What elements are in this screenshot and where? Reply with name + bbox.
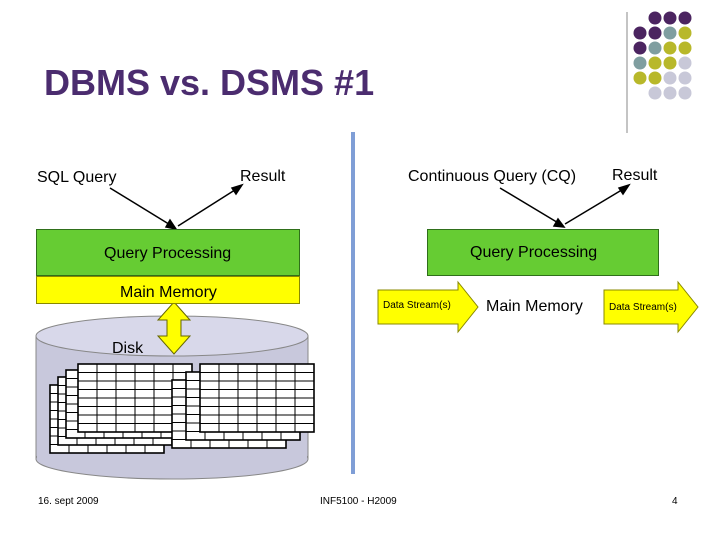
slide-title: DBMS vs. DSMS #1 (44, 62, 375, 103)
arrow-sql-to-qp (110, 188, 172, 226)
dsms-main-memory-label: Main Memory (486, 298, 583, 315)
arrow-qp-to-result (178, 188, 238, 226)
decor-dot (649, 72, 662, 85)
decor-dot (634, 72, 647, 85)
data-stream-out-label: Data Stream(s) (609, 302, 677, 313)
dbms-result-label: Result (240, 168, 286, 185)
decor-dot (649, 87, 662, 100)
decorative-dot-grid (634, 12, 692, 100)
dbms-query-processing-label: Query Processing (104, 245, 232, 262)
decor-dot (679, 72, 692, 85)
decor-dot (664, 42, 677, 55)
decor-dot (679, 42, 692, 55)
decor-dot (679, 27, 692, 40)
decor-dot (664, 87, 677, 100)
decor-dot (649, 42, 662, 55)
dsms-query-processing-label: Query Processing (470, 244, 598, 261)
sql-query-label: SQL Query (37, 169, 117, 186)
disk-table (200, 364, 314, 432)
arrow-cq-to-qp (500, 188, 560, 224)
decor-dot (679, 12, 692, 25)
arrowhead-sql (166, 220, 176, 229)
arrowhead-cq-result (619, 185, 629, 194)
data-stream-in-label: Data Stream(s) (383, 300, 451, 311)
arrowhead-cq (554, 219, 564, 227)
footer-date: 16. sept 2009 (38, 496, 99, 507)
decor-dot (649, 57, 662, 70)
decor-dot (664, 27, 677, 40)
arrowhead-result (232, 185, 242, 194)
decor-dot (679, 87, 692, 100)
decor-dot (664, 72, 677, 85)
disk-label: Disk (112, 340, 144, 357)
footer-course: INF5100 - H2009 (320, 496, 397, 507)
dbms-main-memory-label: Main Memory (120, 284, 217, 301)
decor-dot (634, 27, 647, 40)
disk-tables (50, 364, 314, 453)
page-number: 4 (672, 496, 678, 507)
decor-dot (649, 12, 662, 25)
decor-dot (634, 57, 647, 70)
arrow-qp-to-cq-result (565, 188, 625, 224)
dsms-result-label: Result (612, 167, 658, 184)
decor-dot (664, 57, 677, 70)
continuous-query-label: Continuous Query (CQ) (408, 168, 577, 185)
decor-dot (679, 57, 692, 70)
decor-dot (649, 27, 662, 40)
decor-dot (634, 42, 647, 55)
decor-dot (664, 12, 677, 25)
